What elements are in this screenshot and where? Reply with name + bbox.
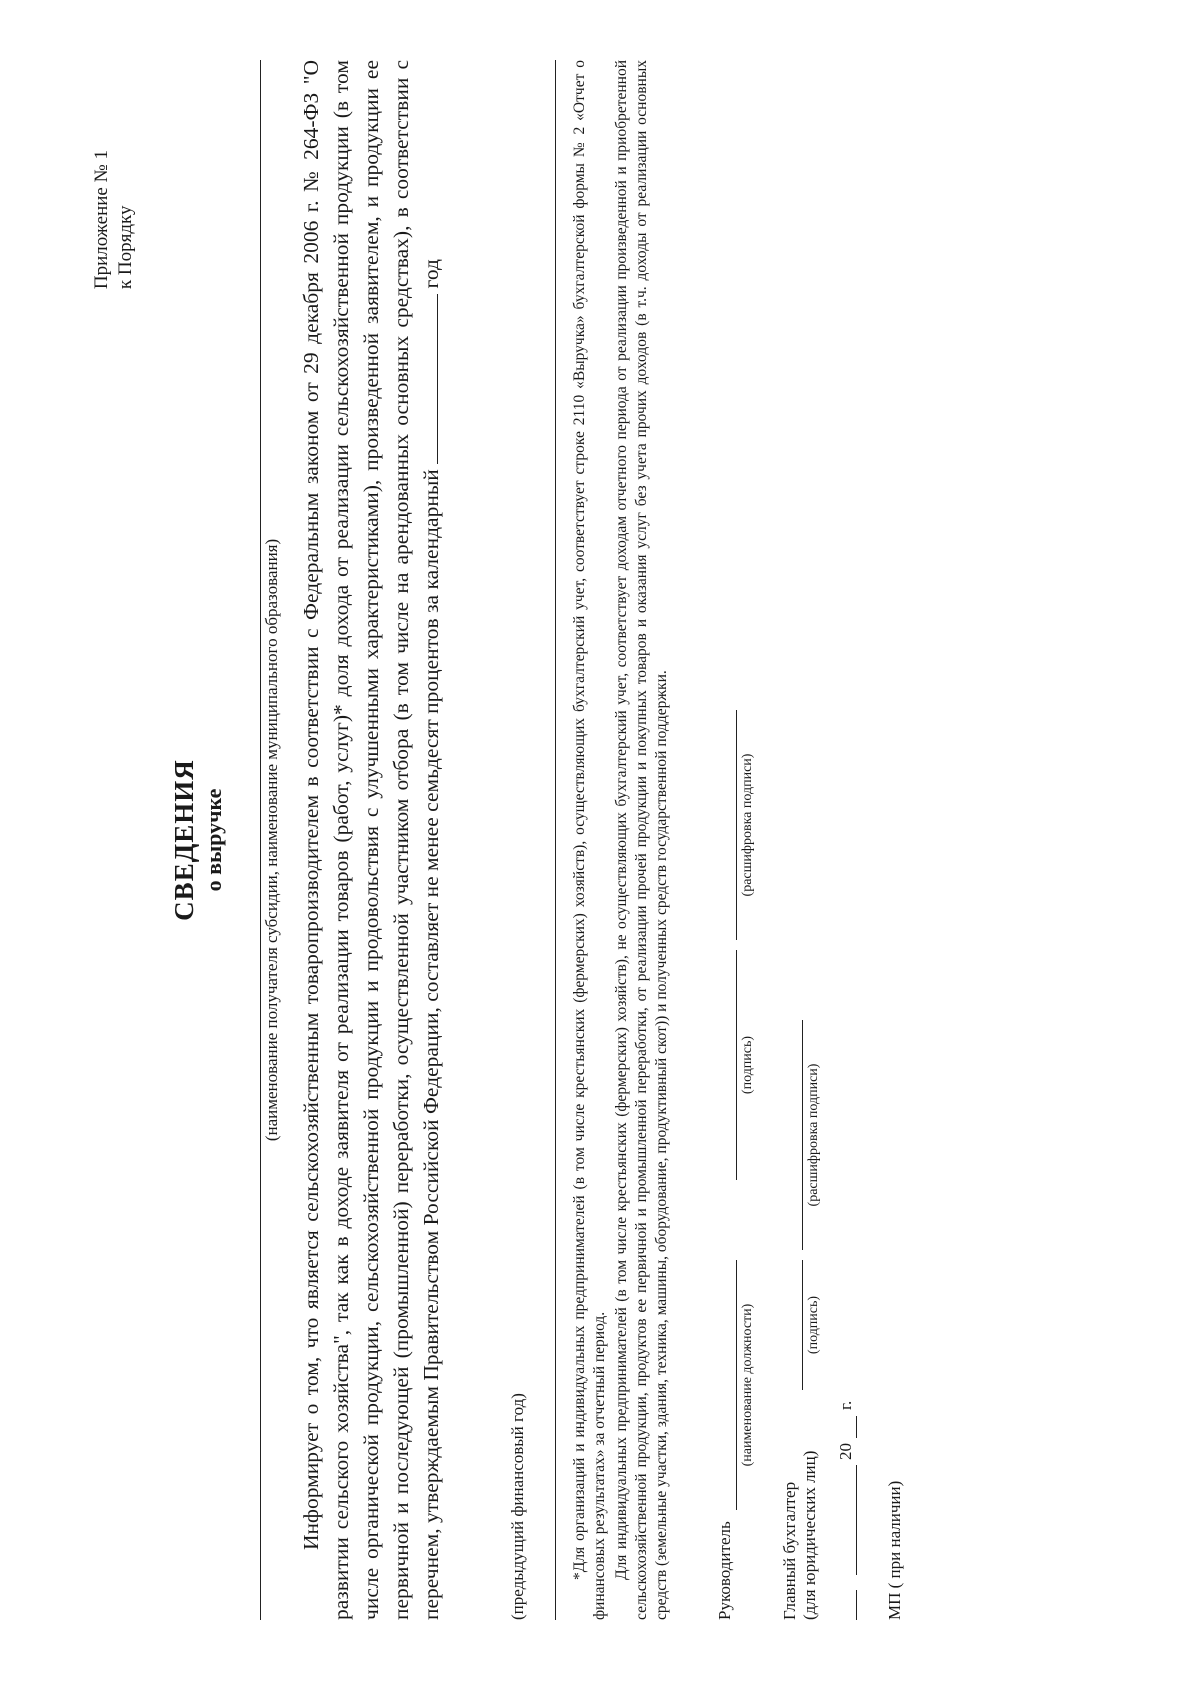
appendix-line-2: к Порядку <box>115 205 136 290</box>
accountant-sign-line <box>802 1260 803 1390</box>
previous-year-caption: (предыдущий финансовый год) <box>508 1393 527 1620</box>
footnote-separator <box>555 60 556 1620</box>
document-title: СВЕДЕНИЯ <box>169 759 199 921</box>
document-page <box>90 60 1110 1620</box>
document-title-block <box>168 60 228 1620</box>
stamp-label: МП ( при наличии) <box>885 1480 904 1620</box>
date-suffix: г. <box>836 1400 855 1410</box>
accountant-decode-caption: (расшифровка подписи) <box>806 1063 821 1207</box>
head-sign-caption: (подпись) <box>740 1035 755 1095</box>
main-paragraph <box>296 60 446 1620</box>
accountant-sign-caption: (подпись) <box>806 1295 821 1355</box>
head-position-line <box>736 1260 737 1510</box>
financial-year-blank <box>419 294 438 464</box>
appendix-line-1: Приложение № 1 <box>91 150 112 290</box>
date-month-line <box>856 1465 857 1575</box>
footnote-2: Для индивидуальных предпринимателей (в том числе крестьянских (фермерских) хозяйств), не осуществляющих бухгалтерский учет, соответствует доходам отчетного периода от реализации произведенной и приобретенной сельскохозяйственной продукции, продуктов ее первичной и промышленной переработки, от реализации прочей продукции и покупных товаров и оказания услуг без учета прочих доходов (в т.ч. доходы от реализации основных средств (земельные участки, здания, техника, машины, оборудование, продуктивный скот)) и полученных средств государственной поддержки. <box>613 60 670 1620</box>
appendix-label <box>90 150 138 289</box>
date-century: 20 <box>836 1443 855 1460</box>
accountant-decode-line <box>802 1020 803 1250</box>
accountant-label <box>780 1451 820 1620</box>
recipient-field <box>260 60 283 1620</box>
accountant-label-2: (для юридических лиц) <box>800 1450 819 1620</box>
head-label: Руководитель <box>715 1521 734 1620</box>
main-paragraph-text: Информирует о том, что является сельскохозяйственным товаропроизводителем в соответствии с Федеральным законом от 29 декабря 2006 г. № 264-ФЗ "О развитии сельского хозяйства", так как в доходе заявителя от реализации товаров (работ, услуг)* доля дохода от реализации сельскохозяйственной продукции (в том числе органической продукции, сельскохозяйственной продукции и продовольствия с улучшенными характеристиками), произведенной заявителем, и продукции ее первичной и последующей (промышленной) переработки, осуществленной участником отбора (в том числе на арендованных основных средствах), в соответствии с перечнем, утверждаемым Правительством Российской Федерации, составляет не менее семьдесят процентов за календарный <box>299 60 443 1620</box>
recipient-caption: (наименование получателя субсидии, наименование муниципального образования) <box>262 538 281 1142</box>
head-decode-caption: (расшифровка подписи) <box>740 753 755 897</box>
head-position-caption: (наименование должности) <box>740 1303 755 1467</box>
footnote-1: *Для организаций и индивидуальных предпринимателей (в том числе крестьянских (фермерских) хозяйств), осуществляющих бухгалтерский учет, соответствует строке 2110 «Выручка» бухгалтерской формы № 2 «Отчет о финансовых результатах» за отчетный период. <box>571 60 608 1620</box>
document-subtitle: о выручке <box>201 788 226 892</box>
date-year-line <box>856 1416 857 1438</box>
accountant-label-1: Главный бухгалтер <box>780 1481 799 1620</box>
head-sign-line <box>736 950 737 1180</box>
date-day-line <box>856 1590 857 1620</box>
year-word: год <box>419 259 443 289</box>
head-decode-line <box>736 710 737 940</box>
